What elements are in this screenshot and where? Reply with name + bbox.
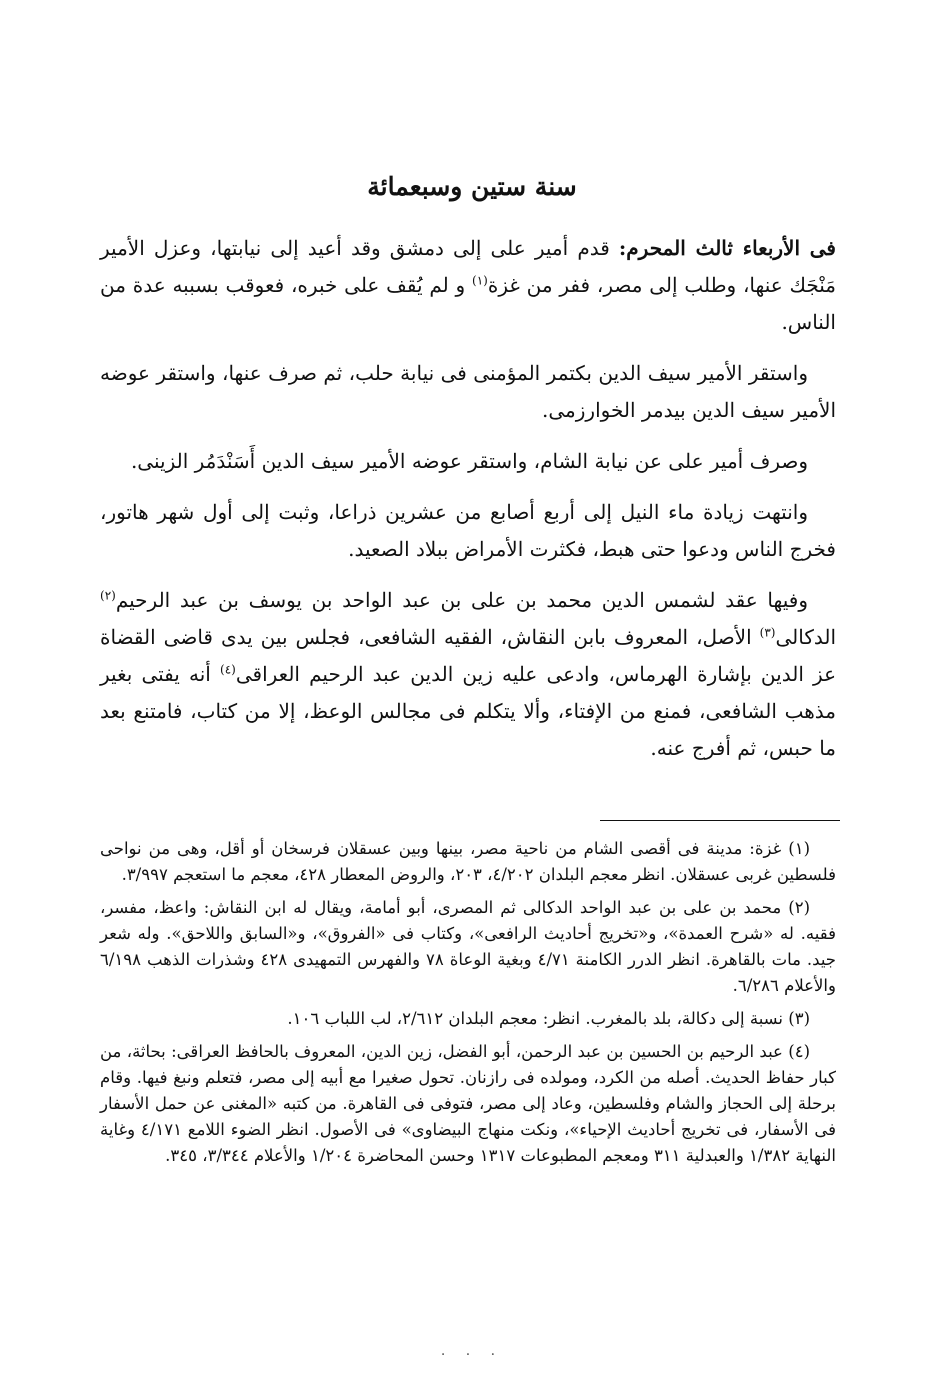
paragraph-text: الأصل، المعروف بابن النقاش، الفقيه الشافعى، فجلس بين يدى قاضى القضاة عز الدين بإشارة الهرماس، وادعى عليه زين الدين عبد الرحيم العراقى	[100, 625, 837, 686]
footnote-1: (١) غزة: مدينة فى أقصى الشام من ناحية مصر، بينها وبين عسقلان فرسخان أو أقل، وهى من نواحى فلسطين غربى عسقلان. انظر معجم البلدان ٤/٢٠٢، ٢٠٣، والروض المعطار ٤٢٨، معجم ما استعجم ٣/٩٩٧.	[100, 839, 836, 884]
paragraph-text: الدكالى	[775, 625, 836, 649]
paragraph-sham: وصرف أمير على عن نيابة الشام، واستقر عوضه الأمير سيف الدين أَسَنْدَمُر الزينى.	[130, 449, 808, 473]
footnote-4: (٤) عبد الرحيم بن الحسين بن عبد الرحمن، أبو الفضل، زين الدين، المعروف بالحافظ العراقى: بحاثة، من كبار حفاظ الحديث. أصله من الكرد، ومولده فى رازنان. تحول صغيرا مع أبيه إلى مصر، فتعلم ونبغ فيها. وقام برحلة إلى الحجاز والشام وفلسطين، وعاد إلى مصر، فتوفى فى القاهرة. من كتبه «المغنى عن حمل الأسفار فى الأسفار، فى تخريج أحاديث الإحياء»، ونكت منهاج البيضاوى» فى الأصول. انظر الضوء اللامع ٤/١٧١ وغاية النهاية ١/٣٨٢ والعبدلية ٣١١ ومعجم المطبوعات ١٣١٧ وحسن المحاضرة ١/٢٠٤ والأعلام ٣/٣٤٤، ٣٤٥.	[100, 1042, 836, 1165]
footnote-ref-3: (٣)	[759, 625, 776, 640]
paragraph-aleppo: واستقر الأمير سيف الدين بكتمر المؤمنى فى نيابة حلب، ثم صرف عنها، واستقر عوضه الأمير سيف الدين بيدمر الخوارزمى.	[100, 361, 836, 422]
footnote-2: (٢) محمد بن على بن عبد الواحد الدكالى ثم المصرى، أبو أمامة، ويقال له ابن النقاش: واعظ، مفسر، فقيه. له «شرح العمدة»، و«تخريج أحاديث الرافعى»، وكتاب فى «الفروق»، و«السابق واللاحق». وله شعر جيد. مات بالقاهرة. انظر الدرر الكامنة ٤/٧١ وبغية الوعاة ٧٨ والفهرس التمهيدى ٤٢٨ وشذرات الذهب ٦/١٩٨ والأعلام ٦/٢٨٦.	[100, 898, 836, 995]
footnote-ref-4: (٤)	[220, 662, 236, 677]
footnote-3: (٣) نسبة إلى دكالة، بلد بالمغرب. انظر: معجم البلدان ٢/٦١٢، لب اللباب ١٠٦.	[287, 1009, 810, 1028]
footnotes	[100, 836, 836, 1176]
paragraph-text: وفيها عقد لشمس الدين محمد بن على بن عبد الواحد بن يوسف بن عبد الرحيم	[115, 588, 808, 612]
footnote-ref-1: (١)	[472, 273, 488, 288]
main-text	[100, 230, 836, 781]
paragraph-text: قدم أمير على إلى دمشق وقد أعيد إلى نيابتها، وعزل الأمير مَنْجَك عنها، وطلب إلى مصر، ففر من غزة	[100, 236, 837, 297]
footnote-divider	[600, 820, 840, 821]
paragraph-text: أنه يفتى بغير مذهب الشافعى، فمنع من الإفتاء، وألا يتكلم فى مجالس الوعظ، إلا من كتاب، فامتنع بعد ما حبس، ثم أفرج عنه.	[100, 662, 836, 760]
paragraph-nile: وانتهت زيادة ماء النيل إلى أربع أصابع من عشرين ذراعا، وثبت إلى أول شهر هاتور، فخرج الناس ودعوا حتى هبط، فكثرت الأمراض ببلاد الصعيد.	[100, 500, 836, 561]
page-marks: · · ·	[440, 1347, 504, 1363]
paragraph-lead: فى الأربعاء ثالث المحرم:	[618, 236, 836, 260]
paragraph-text-tail: و لم يُقف على خبره، فعوقب بسببه عدة من الناس.	[100, 273, 836, 334]
page-title: سنة ستين وسبعمائة	[367, 172, 577, 201]
paragraph-muharram	[100, 230, 836, 341]
footnote-ref-2: (٢)	[100, 588, 116, 603]
paragraph-ibn-naqqash	[100, 582, 836, 767]
